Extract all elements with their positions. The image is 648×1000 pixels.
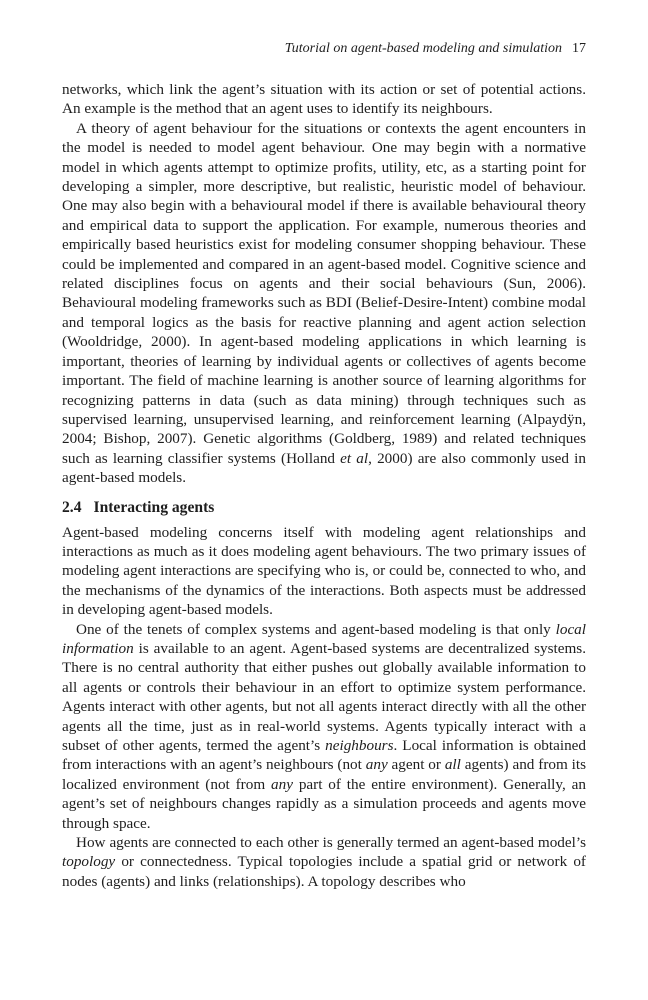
paragraph-agent-behaviour-theory [62,119,586,488]
paragraph-topology [62,833,586,891]
section-title: Interacting agents [93,498,215,516]
section-heading [62,498,586,518]
running-header [62,40,586,58]
paragraph-local-information [62,620,586,833]
text-run: or connectedness. Typical topologies include a spatial grid or network of nodes (agents) and links (relationships). A topology describes who [62,853,586,890]
text-run: , 2000) are also commonly used in agent-based models. [62,449,586,487]
italic-text: et al [340,449,369,467]
italic-text: neighbours [325,737,394,754]
text-run: How agents are connected to each other is generally termed an agent-based model’s [76,834,586,852]
paragraph-continued [62,80,586,119]
text-run: is available to an agent. Agent-based systems are decentralized systems. There is no central authority that either pushes out globally available information to all agents or controls their behaviour in an effort to optimize system performance. Agents interact with other agents, but not all agents interact directly with all the other agents all the time, just as in real-world systems. Agents typically interact with a subset of other agents, termed the agent’s [62,639,586,754]
text-run: A theory of agent behaviour for the situations or contexts the agent encounters in the model is needed to model agent behaviour. One may begin with a normative model in which agents attempt to optimize profits, utility, etc, as a starting point for developing a simpler, more descriptive, but realistic, heuristic model of behaviour. One may also begin with a behavioural model if there is available behavioural theory and empirical data to support the application. For example, numerous theories and empirically based heuristics exist for modeling consumer shopping behaviour. These could be implemented and compared in an agent-based model. Cognitive science and related disciplines focus on agents and their social behaviours (Sun, 2006). Behavioural modeling frameworks such as BDI (Belief-Desire-Intent) combine modal and temporal logics as the basis for reactive planning and agent action selection (Wooldridge, 2000). In agent-based modeling applications in which learning is important, theories of learning by individual agents or collectives of agents become important. The field of machine learning is another source of learning algorithms for recognizing patterns in data (such as data mining) through techniques such as supervised learning, unsupervised learning, and reinforcement learning (Alpaydÿn, 2004; Bishop, 2007). Genetic algorithms (Goldberg, 1989) and related techniques such as learning classifier systems (Holland [62,119,586,467]
text-run: part of the entire environment). Generally, an agent’s set of neighbours changes rapidly as a simulation proceeds and agents move through space. [62,775,587,832]
text-run: One of the tenets of complex systems and agent-based modeling is that only [76,620,556,638]
page-number: 17 [572,41,586,56]
italic-text: all [444,756,461,774]
text-run: agents) and from its localized environment (not from [62,756,586,793]
text-run: networks, which link the agent’s situation with its action or set of potential actions. An example is the method that an agent uses to identify its neighbours. [62,81,586,118]
section-number: 2.4 [62,498,82,516]
body-text [62,80,586,891]
italic-text: any [365,756,388,774]
italic-text: local information [62,620,586,657]
italic-text: any [271,775,293,793]
running-title: Tutorial on agent-based modeling and simulation [284,41,562,56]
text-run: . Local information is obtained from interactions with an agent’s neighbours (not [62,737,586,774]
paragraph-interactions-intro [62,523,586,620]
italic-text: topology [62,853,116,871]
text-run: agent or [387,756,445,774]
text-run: Agent-based modeling concerns itself with modeling agent relationships and interactions as much as it does modeling agent behaviours. The two primary issues of modeling agent interactions are specifying who is, or could be, connected to who, and the mechanisms of the dynamics of the interactions. Both aspects must be addressed in developing agent-based models. [62,523,586,619]
